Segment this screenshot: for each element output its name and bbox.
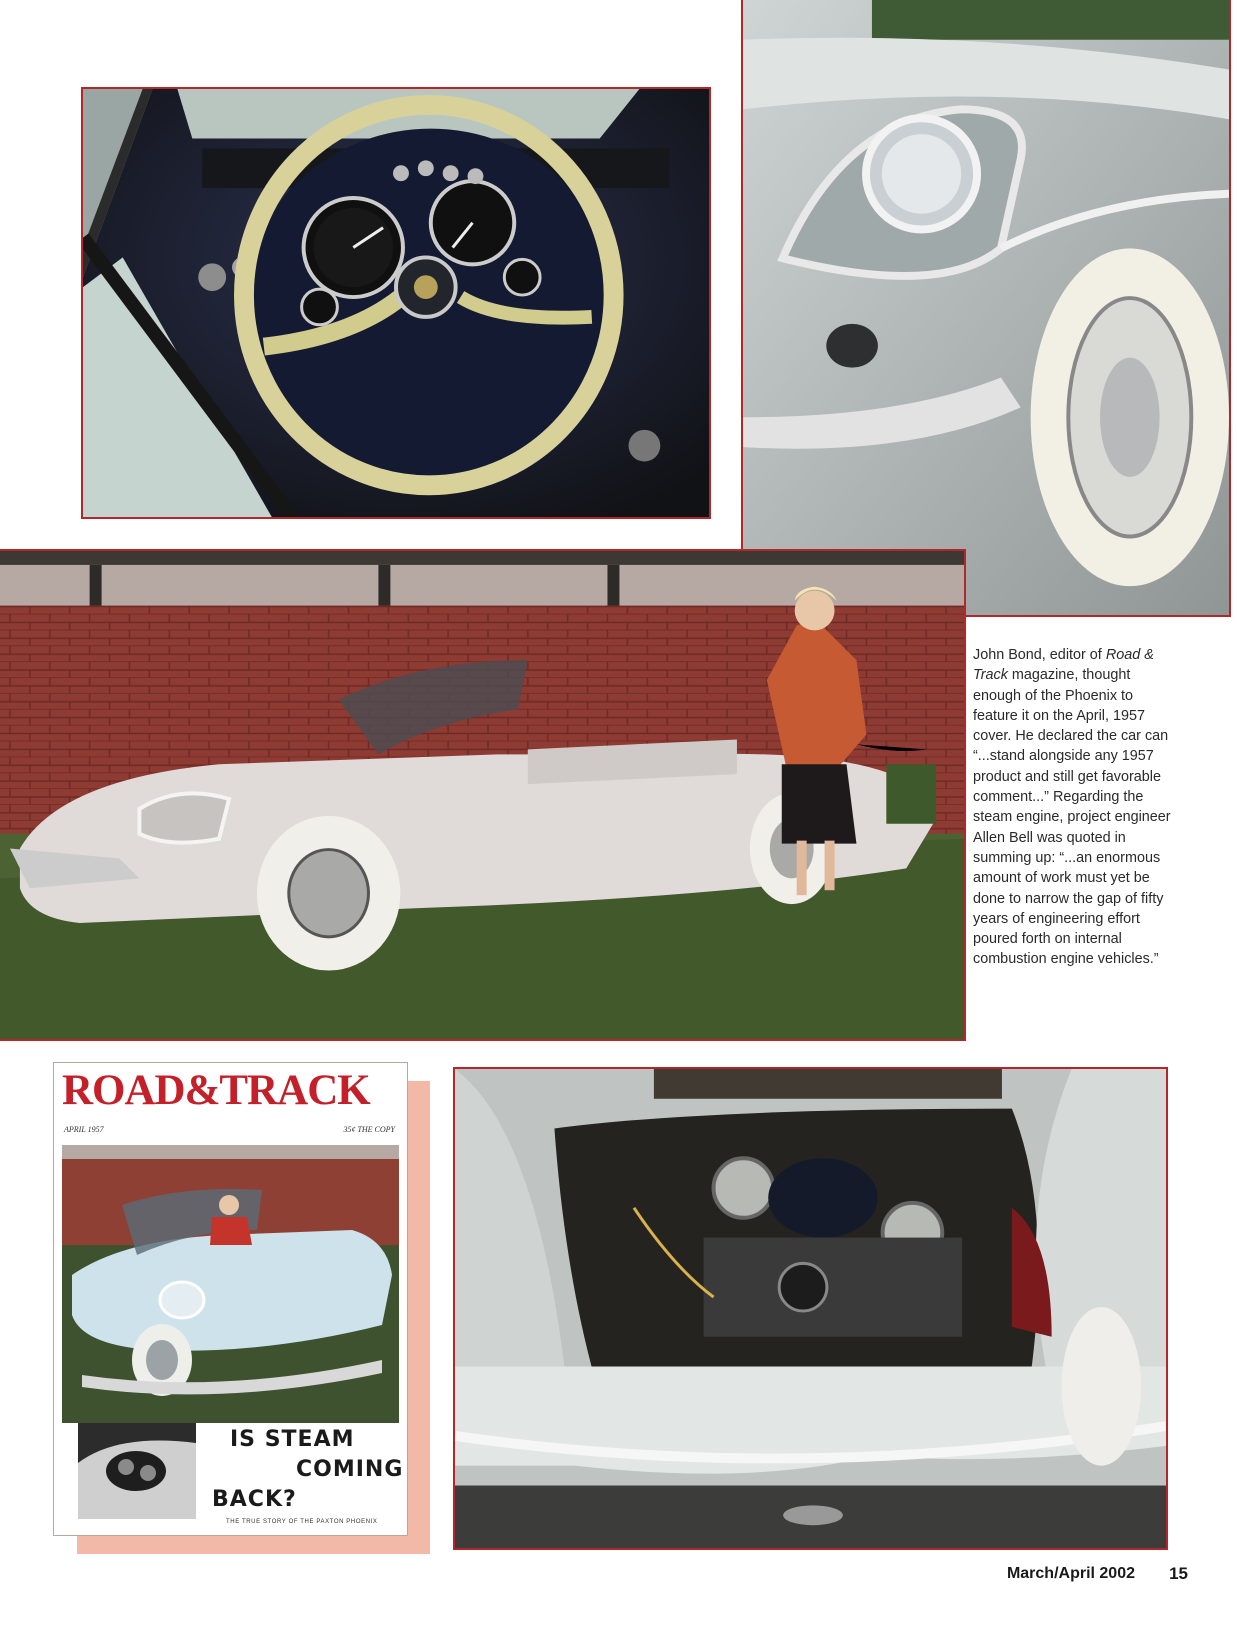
caption-text-start: John Bond, editor of <box>973 647 1106 663</box>
cover-headline-line-3: BACK? <box>212 1487 297 1512</box>
dashboard-illustration <box>83 89 709 517</box>
headlight-illustration <box>743 0 1229 615</box>
cover-headline-line-1: IS STEAM <box>230 1427 355 1452</box>
caption-text-end: magazine, thought enough of the Phoenix to feature it on the April, 1957 cover. He declared the car can “...stand alongside any 1957 product and still get favorable comment...” Regarding the steam engine, project engineer Allen Bell was quoted in summing up: “...an enormous amount of work must yet be done to narrow the gap of fifty years of engineering effort poured forth on internal combustion engine vehicles.” <box>973 667 1171 968</box>
page-footer <box>0 1561 1237 1591</box>
photo-dashboard <box>81 87 711 519</box>
cover-date: APRIL 1957 <box>64 1125 104 1134</box>
caption-magazine-name: Road & Track <box>973 647 1154 684</box>
cover-photo-illustration <box>62 1145 399 1423</box>
car-woman-illustration <box>0 551 964 1039</box>
engine-illustration <box>455 1069 1166 1548</box>
cover-masthead: ROAD&TRACK <box>62 1067 370 1114</box>
page-number: 15 <box>1169 1564 1188 1583</box>
cover-photo <box>62 1145 399 1423</box>
cover-headline-line-2: COMING <box>296 1457 404 1482</box>
cover-inset-photo <box>78 1423 196 1519</box>
magazine-cover <box>53 1062 408 1536</box>
cover-tagline: THE TRUE STORY OF THE PAXTON PHOENIX <box>226 1519 378 1525</box>
cover-inset-illustration <box>78 1423 196 1519</box>
photo-car-woman <box>0 549 966 1041</box>
issue-date: March/April 2002 <box>1006 1565 1135 1582</box>
photo-engine <box>453 1067 1168 1550</box>
photo-caption <box>973 645 1171 970</box>
photo-headlight <box>741 0 1231 617</box>
cover-price: 35¢ THE COPY <box>343 1125 395 1134</box>
